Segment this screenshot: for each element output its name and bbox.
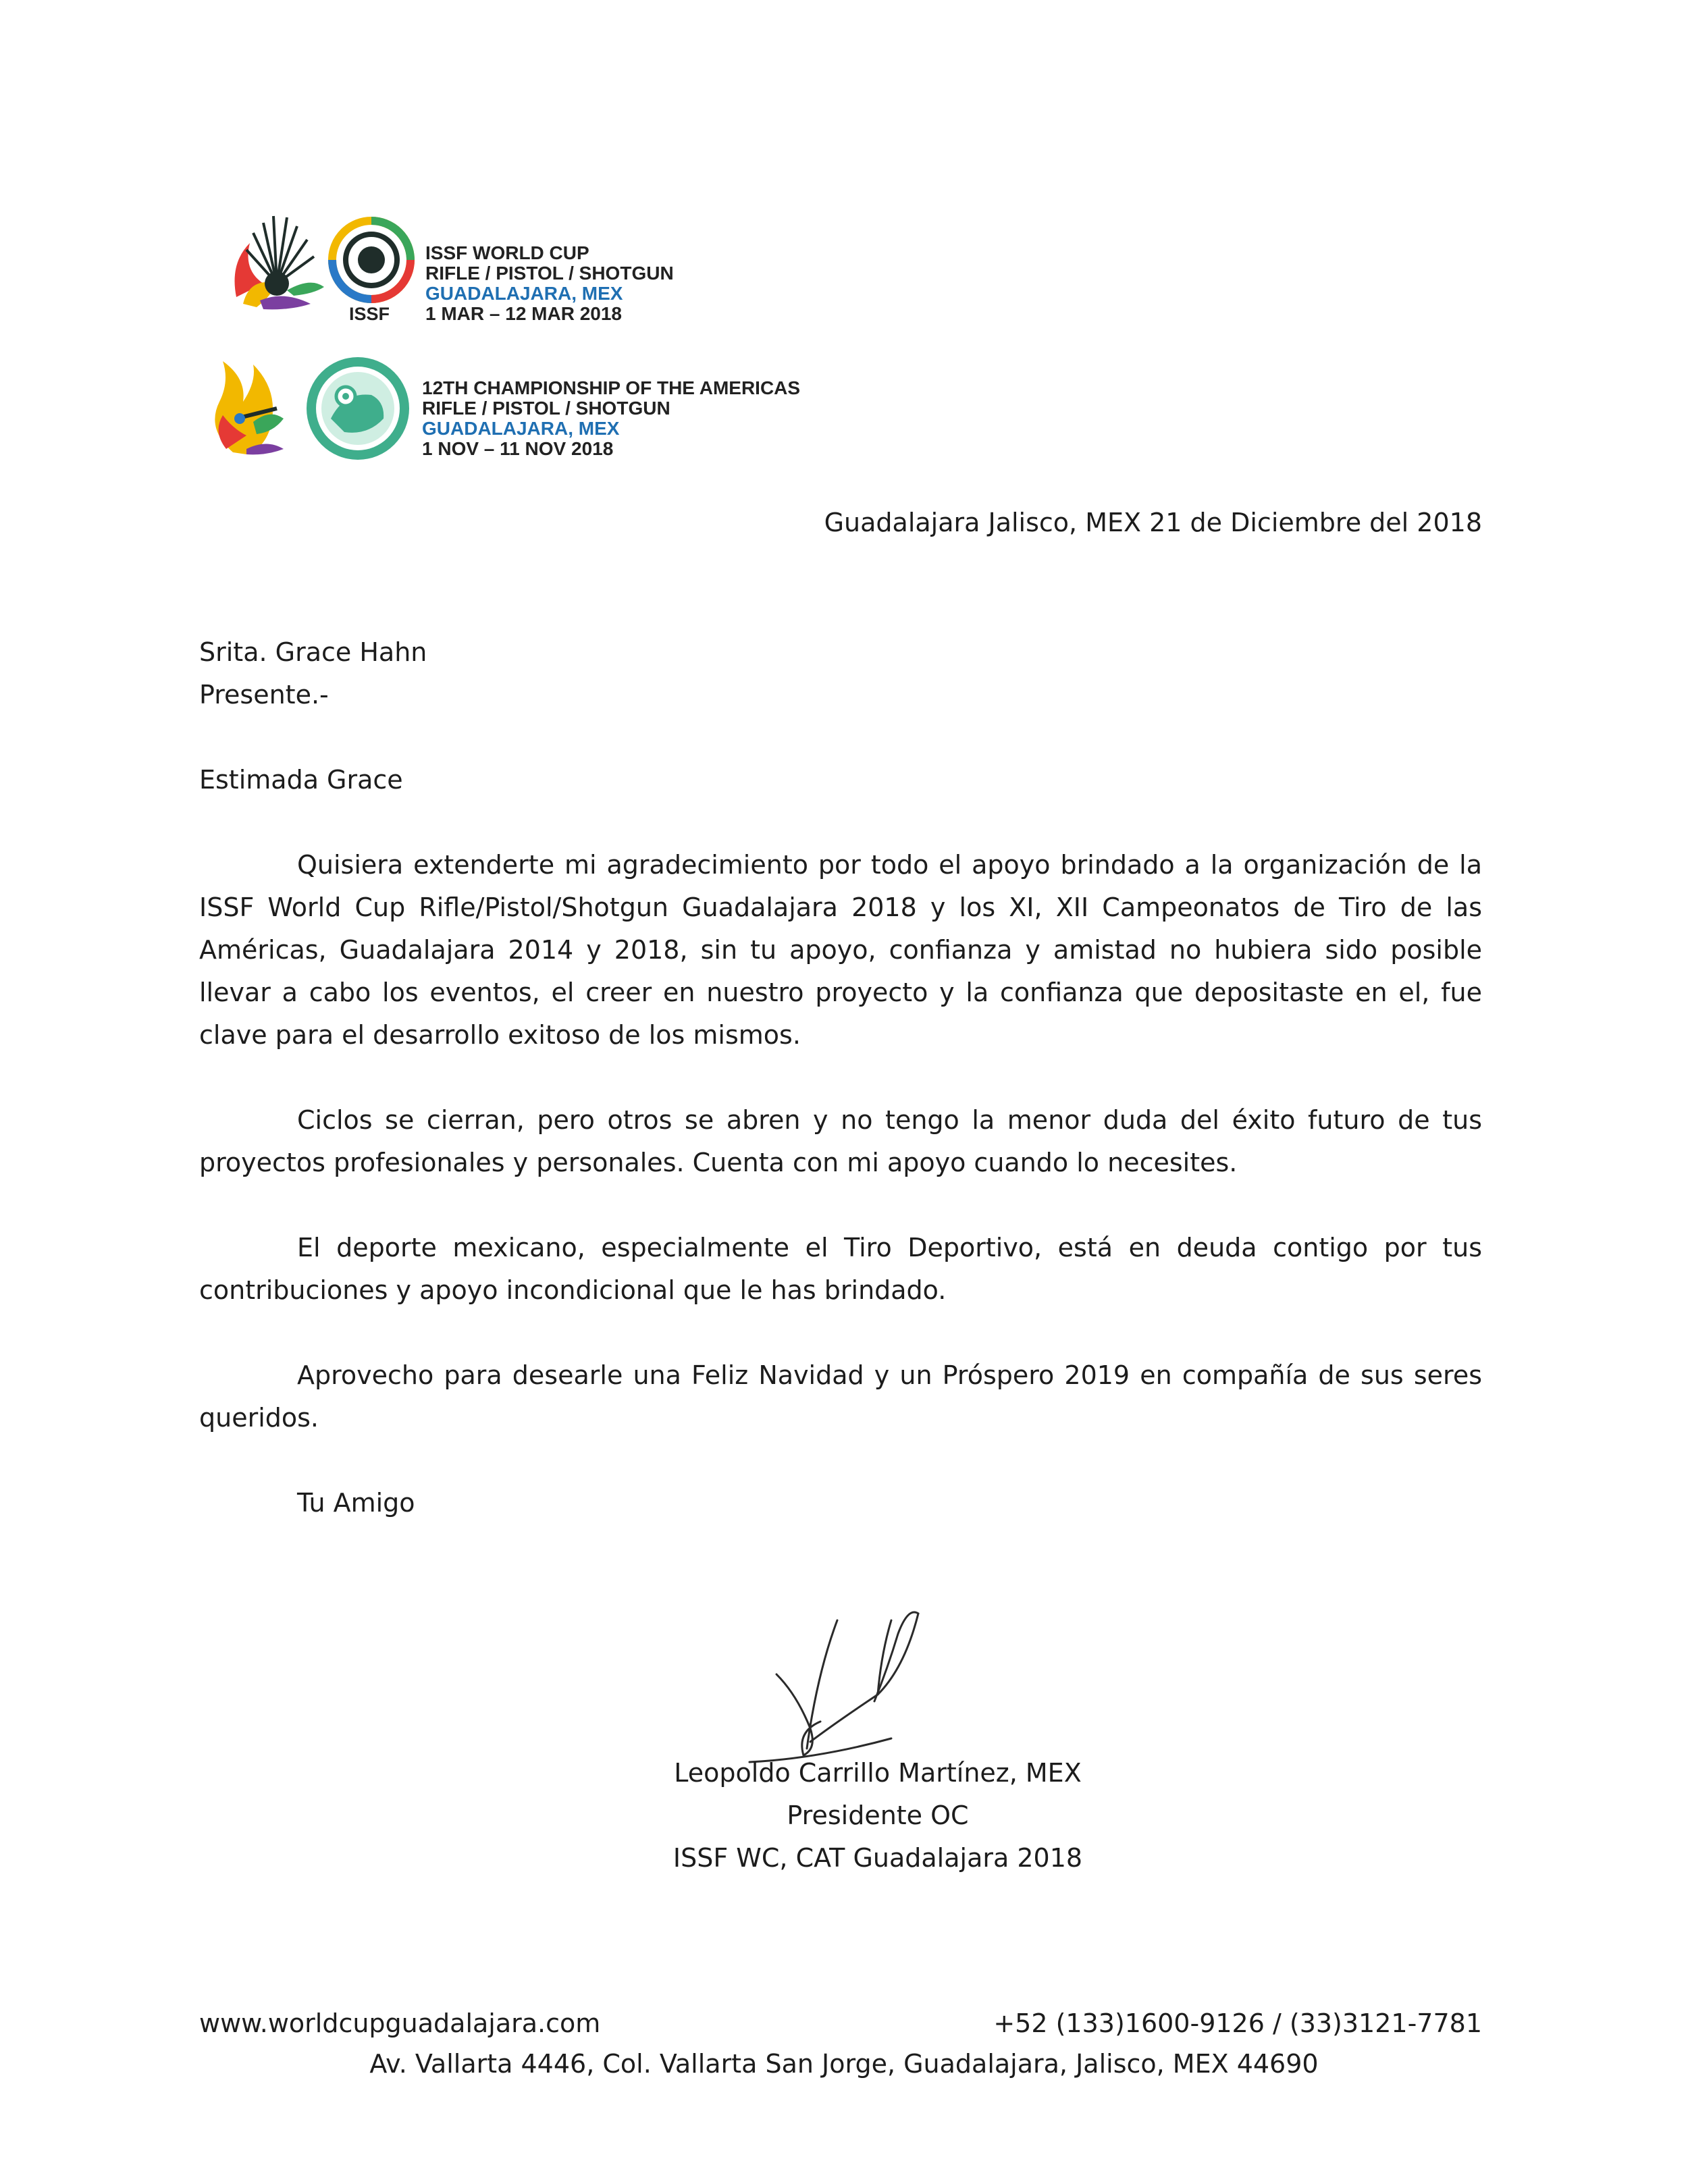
recipient-tag: Presente.- <box>199 680 329 710</box>
handwritten-signature <box>736 1593 939 1769</box>
signer-name: Leopoldo Carrillo Martínez, MEX <box>674 1758 1082 1788</box>
footer-address: Av. Vallarta 4446, Col. Vallarta San Jorge, Guadalajara, Jalisco, MEX 44690 <box>369 2049 1319 2079</box>
footer-phone: +52 (133)1600-9126 / (33)3121-7781 <box>993 2008 1482 2038</box>
signer-title: Presidente OC <box>787 1801 969 1830</box>
americas-championship-logo <box>206 354 881 469</box>
paragraph-4: Aprovecho para desearle una Feliz Navidad y un Próspero 2019 en compañía de sus seres queridos. <box>199 1360 1482 1433</box>
issf-target-icon <box>327 216 415 304</box>
logo1-line4: 1 MAR – 12 MAR 2018 <box>425 303 623 324</box>
americas-logo-text <box>422 378 800 459</box>
world-cup-logo-text <box>425 243 674 324</box>
recipient-name: Srita. Grace Hahn <box>199 637 427 667</box>
logo2-line4: 1 NOV – 11 NOV 2018 <box>422 438 614 459</box>
paragraph-3: El deporte mexicano, especialmente el Tiro Deportivo, está en deuda contigo por tus contribuciones y apoyo incondicional que le has brindado. <box>199 1233 1482 1305</box>
paragraph-1: Quisiera extenderte mi agradecimiento por todo el apoyo brindado a la organización de la ISSF World Cup Rifle/Pistol/Shotgun Guadalajara 2018 y los XI, XII Campeonatos de Tiro de las Américas, Guadalajara 2014 y 2018, sin tu apoyo, confianza y amistad no hubiera sido posible llevar a cabo los eventos, el creer en nuestro proyecto y la confianza que depositaste en el, fue clave para el desarrollo exitoso de los mismos. <box>199 850 1482 1050</box>
issf-label: ISSF <box>349 304 390 324</box>
greeting: Estimada Grace <box>199 765 403 795</box>
letter-body <box>199 631 1482 1524</box>
world-cup-logo <box>223 209 736 331</box>
agave-emblem-icon <box>223 209 331 311</box>
closing: Tu Amigo <box>297 1488 415 1518</box>
footer-website: www.worldcupguadalajara.com <box>199 2008 601 2038</box>
signer-org: ISSF WC, CAT Guadalajara 2018 <box>672 1843 1083 1873</box>
signature-block <box>621 1752 1134 1880</box>
paragraph-2: Ciclos se cierran, pero otros se abren y no tengo la menor duda del éxito futuro de tus proyectos profesionales y personales. Cuenta con mi apoyo cuando lo necesites. <box>199 1105 1482 1177</box>
logo2-line3: GUADALAJARA, MEX <box>422 418 620 439</box>
logo2-line1: 12TH CHAMPIONSHIP OF THE AMERICAS <box>422 377 801 398</box>
logo1-line1: ISSF WORLD CUP <box>425 242 589 263</box>
date-line: Guadalajara Jalisco, MEX 21 de Diciembre del 2018 <box>824 508 1482 537</box>
flame-emblem-icon <box>206 354 297 456</box>
logo1-line3: GUADALAJARA, MEX <box>425 283 623 304</box>
logo1-line2: RIFLE / PISTOL / SHOTGUN <box>425 263 674 284</box>
americas-seal-icon <box>304 354 412 462</box>
logo2-line2: RIFLE / PISTOL / SHOTGUN <box>422 398 670 419</box>
